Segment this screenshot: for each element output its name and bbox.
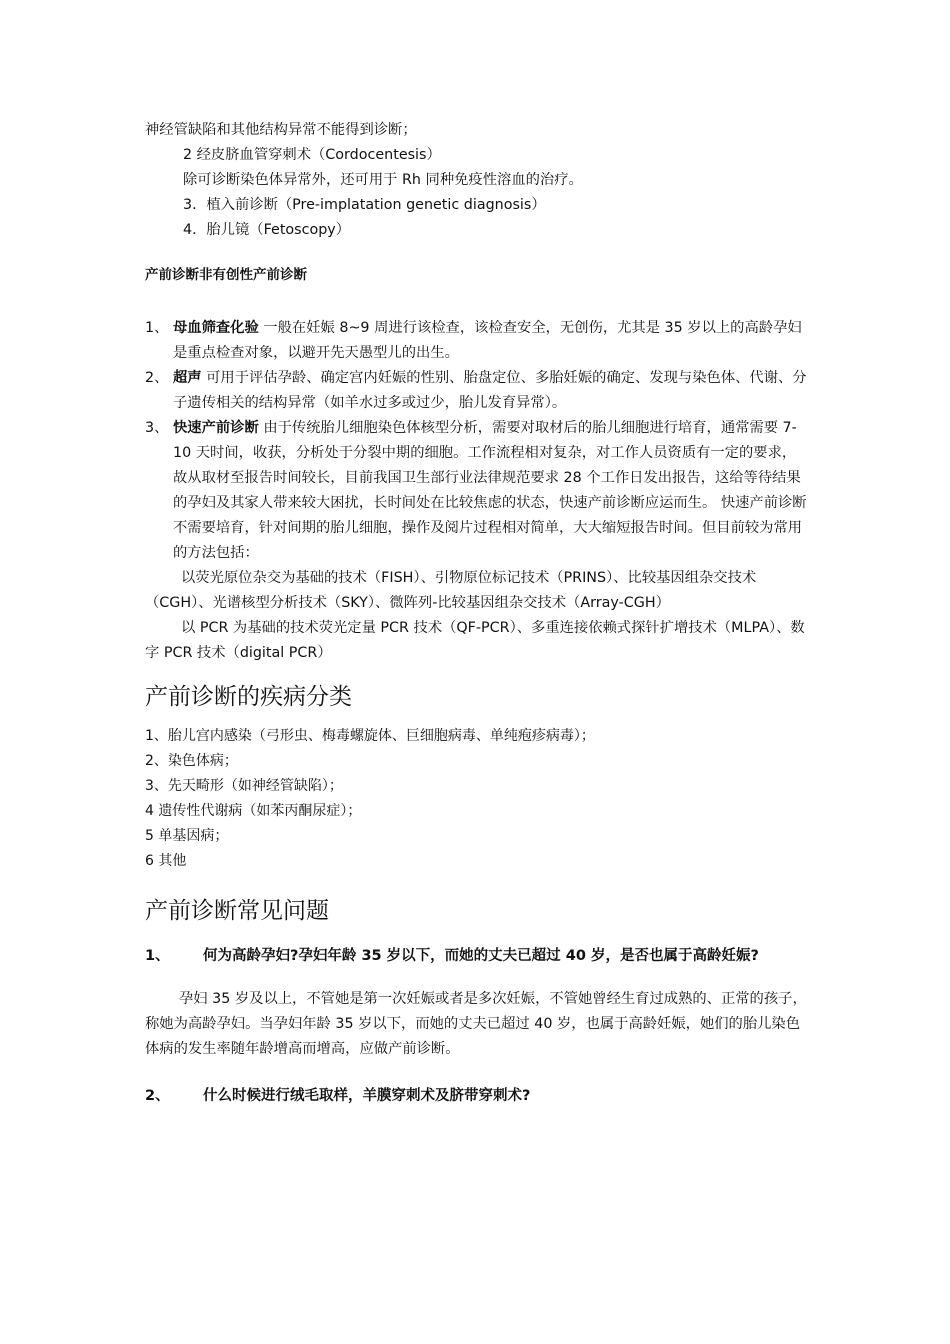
item-number: 2、	[145, 370, 169, 386]
text-line: 3．植入前诊断（Pre-implatation genetic diagnosis）	[183, 197, 546, 213]
list-item	[145, 316, 810, 366]
faq-question	[145, 1084, 810, 1109]
paragraph-pcr: 以 PCR 为基础的技术荧光定量 PCR 技术（QF-PCR）、多重连接依赖式探针扩增技术（MLPA）、数字 PCR 技术（digital PCR）	[145, 620, 805, 661]
item-body	[173, 366, 810, 416]
question-number: 1、	[145, 948, 170, 964]
list-item	[145, 366, 810, 416]
paragraph-fish: 以荧光原位杂交为基础的技术（FISH）、引物原位标记技术（PRINS）、比较基因组杂交技术（CGH）、光谱核型分析技术（SKY）、微阵列-比较基因组杂交技术（Array-CGH）	[145, 570, 757, 611]
text-line: 2 经皮脐血管穿刺术（Cordocentesis）	[183, 147, 441, 163]
question-text: 何为高龄孕妇?孕妇年龄 35 岁以下，而她的丈夫已超过 40 岁，是否也属于高龄妊娠?	[203, 948, 759, 964]
list-item: 6 其他	[145, 853, 187, 869]
item-body	[173, 316, 810, 366]
section-heading-noninvasive: 产前诊断非有创性产前诊断	[145, 267, 307, 283]
item-text: 一般在妊娠 8~9 周进行该检查，该检查安全，无创伤，尤其是 35 岁以上的高龄孕妇是重点检查对象，以避开先天愚型儿的出生。	[173, 320, 802, 361]
item-keyword: 快速产前诊断	[173, 420, 259, 436]
question-number: 2、	[145, 1088, 170, 1104]
list-item: 1、胎儿宫内感染（弓形虫、梅毒螺旋体、巨细胞病毒、单纯疱疹病毒）；	[145, 728, 595, 744]
section-heading-faq: 产前诊断常见问题	[145, 898, 329, 924]
list-item: 2、染色体病；	[145, 753, 238, 769]
item-text: 可用于评估孕龄、确定宫内妊娠的性别、胎盘定位、多胎妊娠的确定、发现与染色体、代谢、分子遗传相关的结构异常（如羊水过多或过少，胎儿发育异常）。	[173, 370, 807, 411]
text-line: 神经管缺陷和其他结构异常不能得到诊断；	[145, 122, 417, 138]
item-number: 3、	[145, 420, 169, 436]
faq-question	[145, 944, 810, 969]
list-item: 5 单基因病；	[145, 828, 229, 844]
document-page	[145, 118, 810, 1109]
list-item: 4 遗传性代谢病（如苯丙酮尿症）；	[145, 803, 362, 819]
item-body	[173, 416, 810, 566]
faq-answer: 孕妇 35 岁及以上，不管她是第一次妊娠或者是多次妊娠，不管她曾经生育过成熟的、正常的孩子，称她为高龄孕妇。当孕妇年龄 35 岁以下，而她的丈夫已超过 40 岁，也属于高龄妊娠，她们的胎儿染色体病的发生率随年龄增高而增高，应做产前诊断。	[145, 991, 807, 1057]
item-number: 1、	[145, 320, 169, 336]
list-item: 3、先天畸形（如神经管缺陷）；	[145, 778, 343, 794]
section-heading-disease: 产前诊断的疾病分类	[145, 684, 352, 710]
disease-list	[145, 724, 810, 874]
item-keyword: 超声	[173, 370, 202, 386]
text-line: 4．胎儿镜（Fetoscopy）	[183, 222, 351, 238]
question-text: 什么时候进行绒毛取样，羊膜穿刺术及脐带穿刺术?	[203, 1088, 531, 1104]
item-keyword: 母血筛查化验	[173, 320, 259, 336]
text-line: 除可诊断染色体异常外，还可用于 Rh 同种免疫性溶血的治疗。	[183, 172, 583, 188]
list-item	[145, 416, 810, 566]
item-text: 由于传统胎儿细胞染色体核型分析，需要对取材后的胎儿细胞进行培育，通常需要 7-10 天时间，收获，分析处于分裂中期的细胞。工作流程相对复杂，对工作人员资质有一定的要求，故从取材至报告时间较长，目前我国卫生部行业法律规范要求 28 个工作日发出报告，这给等待结果的孕妇及其家人带来较大困扰，长时间处在比较焦虑的状态，快速产前诊断应运而生。 快速产前诊断不需要培育，针对间期的胎儿细胞，操作及阅片过程相对简单，大大缩短报告时间。但目前较为常用的方法包括：	[173, 420, 807, 561]
